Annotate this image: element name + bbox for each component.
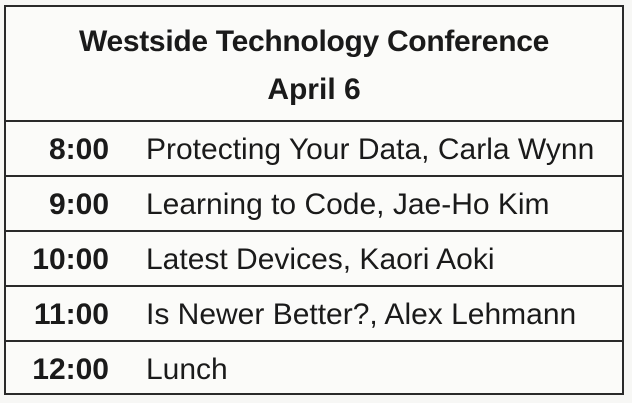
session-title: Lunch [146,353,228,386]
session-time: 9:00 [48,188,109,221]
session-title: Learning to Code, Jae-Ho Kim [146,188,550,221]
schedule-row [6,342,622,397]
conference-date: April 6 [267,73,361,106]
session-time: 8:00 [48,133,109,166]
session-title: Latest Devices, Kaori Aoki [146,243,495,276]
session-time: 12:00 [32,353,109,386]
schedule-rows [6,122,622,395]
schedule-row [6,177,622,232]
schedule-row [6,232,622,287]
conference-title: Westside Technology Conference [79,25,549,58]
session-title: Protecting Your Data, Carla Wynn [146,133,595,166]
session-title: Is Newer Better?, Alex Lehmann [146,298,577,331]
session-time: 10:00 [32,243,109,276]
conference-schedule-table [4,5,624,395]
schedule-row [6,287,622,342]
schedule-header [6,7,622,122]
session-time: 11:00 [33,298,109,331]
schedule-row [6,122,622,177]
